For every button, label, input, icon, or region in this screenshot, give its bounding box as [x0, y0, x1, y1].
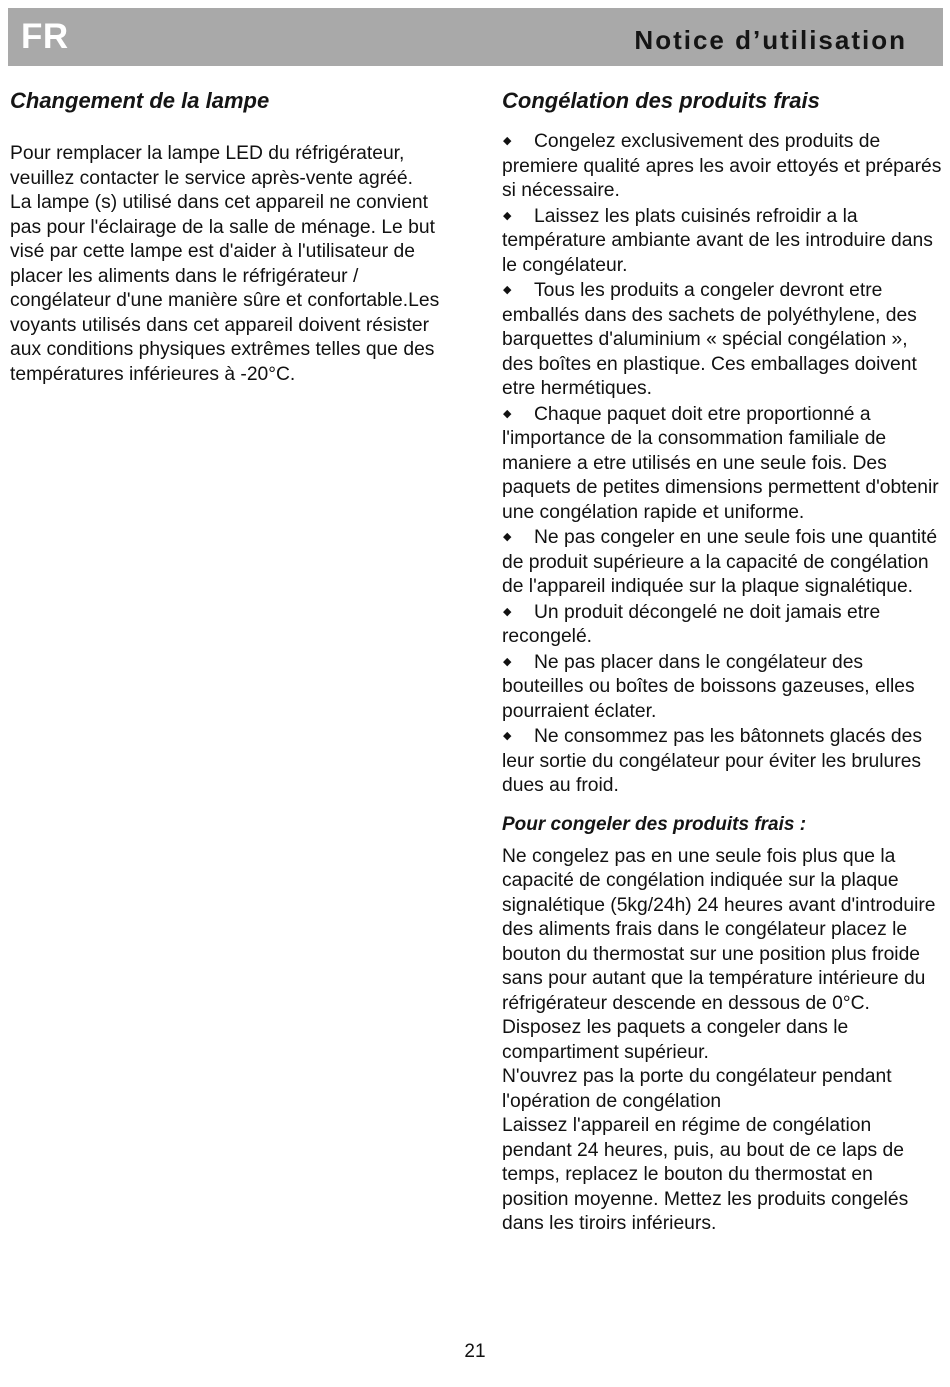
lamp-paragraph: La lampe (s) utilisé dans cet appareil ne convient pas pour l'éclairage de la salle de ménage. Le but visé par cette lampe est d'aider à l'utilisateur de placer les aliments dans le réfrigérateur / congélateur d'une manière sûre et confortable.Les voyants utilisés dans cet appareil doivent résister aux conditions physiques extrêmes telles que des températures inférieures à -20°C. — [10, 192, 440, 385]
diamond-bullet-icon: ◆ — [503, 284, 512, 296]
page-number: 21 — [464, 1341, 486, 1362]
list-item-text: Ne pas congeler en une seule fois une quantité de produit supérieure a la capacité de congélation de l'appareil indiquée sur la plaque signalétique. — [502, 527, 938, 597]
freezing-subheading: Pour congeler des produits frais : — [502, 813, 807, 835]
diamond-bullet-icon: ◆ — [503, 605, 512, 618]
list-item — [502, 402, 942, 526]
diamond-bullet-icon: ◆ — [503, 209, 512, 222]
right-column — [502, 86, 942, 1237]
diamond-bullet-icon: ◆ — [503, 655, 512, 668]
instruction-paragraph: N'ouvrez pas la porte du congélateur pendant l'opération de congélation — [502, 1066, 892, 1112]
list-item-text: Ne consommez pas les bâtonnets glacés des leur sortie du congélateur pour éviter les brulures dues au froid. — [502, 726, 922, 796]
manual-title: Notice d’utilisation — [634, 25, 907, 55]
list-item-text: Un produit décongelé ne doit jamais etre recongelé. — [502, 601, 881, 647]
list-item — [502, 278, 942, 402]
list-item — [502, 525, 942, 600]
instruction-paragraph: Ne congelez pas en une seule fois plus que la capacité de congélation indiquée sur la plaque signalétique (5kg/24h) 24 heures avant d'introduire des aliments frais dans le congélateur placez le bouton du thermostat sur une position plus froide sans pour autant que la température intérieure du réfrigérateur descende en dessous de 0°C. — [502, 845, 936, 1014]
list-item-text: Laissez les plats cuisinés refroidir a la température ambiante avant de les introduire dans le congélateur. — [502, 205, 933, 276]
list-item-text: Chaque paquet doit etre proportionné a l'importance de la consommation familiale de maniere a etre utilisés en une seule fois. Des paquets de petites dimensions permettent d'obtenir une congélation rapide et uniforme. — [502, 403, 939, 523]
freezing-section-heading: Congélation des produits frais — [502, 88, 820, 113]
language-label: FR — [21, 17, 69, 56]
page-header-bar — [8, 8, 943, 66]
instruction-paragraph: Disposez les paquets a congeler dans le compartiment supérieur. — [502, 1017, 849, 1063]
list-item-text: Tous les produits a congeler devront etre emballés dans des sachets de polyéthylene, des barquettes d'aluminium « spécial congélation », des boîtes en plastique. Ces emballages doivent etre hermétiques. — [502, 280, 917, 399]
list-item-text: Congelez exclusivement des produits de premiere qualité apres les avoir ettoyés et préparés si nécessaire. — [502, 131, 942, 201]
list-item — [502, 724, 942, 799]
diamond-bullet-icon: ◆ — [503, 531, 512, 543]
left-column — [10, 86, 455, 387]
list-item — [502, 650, 942, 725]
lamp-section-heading: Changement de la lampe — [10, 88, 270, 113]
list-item — [502, 600, 942, 650]
list-item-text: Ne pas placer dans le congélateur des bouteilles ou boîtes de boissons gazeuses, elles pourraient éclater. — [502, 651, 915, 722]
instruction-paragraph: Laissez l'appareil en régime de congélation pendant 24 heures, puis, au bout de ce laps de temps, replacez le bouton du thermostat en position moyenne. Mettez les produits congelés dans les tiroirs inférieurs. — [502, 1115, 909, 1234]
freezing-instructions-body — [502, 845, 942, 1237]
lamp-section-body — [10, 142, 455, 387]
diamond-bullet-icon: ◆ — [503, 407, 512, 420]
lamp-paragraph: Pour remplacer la lampe LED du réfrigérateur, veuillez contacter le service après-vente agréé. — [10, 143, 413, 189]
freezing-bullet-list — [502, 129, 942, 799]
list-item — [502, 129, 942, 204]
list-item — [502, 204, 942, 279]
diamond-bullet-icon: ◆ — [503, 730, 512, 742]
diamond-bullet-icon: ◆ — [503, 135, 512, 147]
